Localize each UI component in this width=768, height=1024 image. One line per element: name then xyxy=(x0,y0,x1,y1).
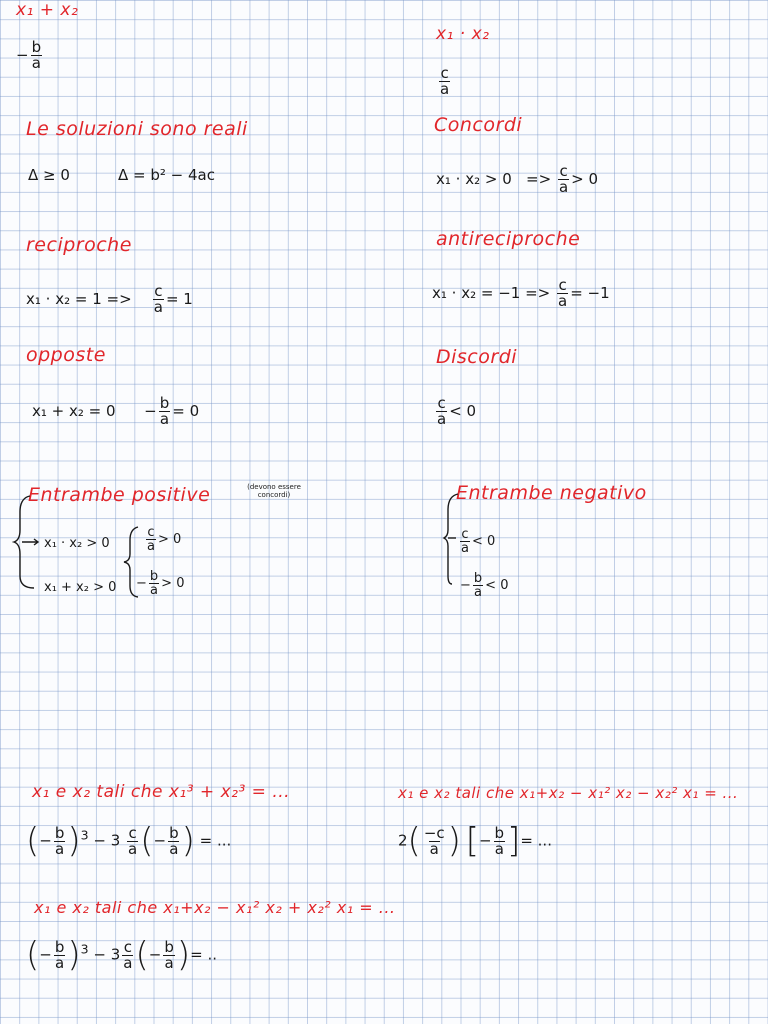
product-formula xyxy=(437,66,452,97)
relation: > 0 xyxy=(571,170,599,188)
relation: = 0 xyxy=(172,402,200,420)
frac-den: a xyxy=(437,410,447,428)
frac-num: −c xyxy=(423,823,445,842)
frac-num: b xyxy=(473,571,483,586)
note-line-2: concordi) xyxy=(257,490,291,499)
implies-arrow: => xyxy=(525,284,551,302)
minus-sign: − xyxy=(16,46,29,64)
antireciproche-formula xyxy=(432,278,610,309)
frac-num: c xyxy=(440,64,449,82)
positive-sys-1 xyxy=(144,526,181,553)
heading-opposte: opposte xyxy=(26,344,106,366)
relation: = 1 xyxy=(165,290,193,308)
open-paren: ( xyxy=(140,821,154,861)
exponent: 3 xyxy=(80,941,89,957)
frac-num: b xyxy=(54,823,65,842)
frac-den: a xyxy=(558,292,568,310)
relation: = −1 xyxy=(570,284,610,302)
heading-positive: Entrambe positive xyxy=(28,484,211,506)
frac-den: a xyxy=(474,585,483,600)
minus-sign: − xyxy=(460,578,471,593)
close-paren: ) xyxy=(67,935,81,975)
frac-num: b xyxy=(54,937,65,956)
frac-den: a xyxy=(164,953,174,972)
heading-discordi: Discordi xyxy=(436,346,518,368)
antireciproche-expr: x₁ · x₂ = −1 xyxy=(432,284,521,302)
frac-den: a xyxy=(128,839,138,858)
open-paren: ( xyxy=(26,821,40,861)
example-3-formula: (− $\frac{b}{a}$ )$^3$ − 3 $\frac{c}{a}$ (− $\frac{b}{a}$ )= .. xyxy=(26,935,217,975)
frac-den: a xyxy=(558,178,569,196)
opposte-formula xyxy=(32,396,199,427)
delta-formula: Δ = b² − 4ac xyxy=(118,166,215,184)
positive-cond-2: x₁ + x₂ > 0 xyxy=(44,580,117,595)
minus-three: − 3 xyxy=(93,945,121,964)
close-paren: ) xyxy=(447,821,461,861)
relation: < 0 xyxy=(471,534,496,549)
open-paren: ( xyxy=(26,935,40,975)
frac-num: b xyxy=(149,569,159,584)
frac-den: a xyxy=(123,953,133,972)
close-paren: ) xyxy=(176,935,191,975)
heading-reali: Le soluzioni sono reali xyxy=(26,118,248,140)
frac-den: a xyxy=(147,539,155,554)
relation: < 0 xyxy=(485,578,509,593)
concordi-formula xyxy=(436,164,598,195)
frac-den: a xyxy=(169,839,179,858)
frac-num: c xyxy=(123,937,132,956)
heading-negative: Entrambe negativo xyxy=(456,482,647,504)
frac-den: a xyxy=(55,839,65,858)
positive-cond-1: x₁ · x₂ > 0 xyxy=(44,536,110,551)
positive-brace xyxy=(12,492,42,592)
positive-sys-2 xyxy=(136,570,184,597)
reciproche-formula xyxy=(26,284,193,315)
frac-den: a xyxy=(429,839,439,858)
frac-den: a xyxy=(153,298,163,316)
negative-cond-2 xyxy=(460,572,508,599)
frac-den: a xyxy=(31,54,41,72)
frac-num: c xyxy=(461,527,469,542)
heading-reciproche: reciproche xyxy=(26,234,132,256)
relation: > 0 xyxy=(161,576,185,591)
open-paren: ( xyxy=(135,935,149,975)
relation: > 0 xyxy=(157,532,182,547)
frac-num: b xyxy=(31,38,42,56)
frac-num: b xyxy=(164,937,174,956)
minus-three: − 3 xyxy=(93,831,121,850)
heading-example-3: x₁ e x₂ tali che x₁+x₂ − x₁² x₂ + x₂² x₁ = ... xyxy=(34,898,396,917)
open-bracket: [ xyxy=(465,821,479,861)
heading-example-1: x₁ e x₂ tali che x₁³ + x₂³ = ... xyxy=(32,782,291,802)
frac-num: c xyxy=(147,525,155,540)
example-1-formula: (− $\frac{b}{a}$ )$^3$ − 3 $\frac{c}{a}$ (− $\frac{b}{a}$ ) = ... xyxy=(26,821,232,861)
equals-dots: = .. xyxy=(190,945,217,964)
opposte-expr: x₁ + x₂ = 0 xyxy=(32,402,116,420)
relation: < 0 xyxy=(449,402,477,420)
sum-formula xyxy=(16,40,44,71)
frac-den: a xyxy=(159,410,170,428)
frac-num: b xyxy=(494,823,505,842)
positive-note xyxy=(242,484,306,499)
discordi-formula xyxy=(434,396,476,427)
reciproche-expr: x₁ · x₂ = 1 xyxy=(26,290,102,308)
minus-sign: − xyxy=(144,402,157,420)
frac-num: c xyxy=(558,276,567,294)
note-line-1: (devono essere xyxy=(247,483,301,491)
close-paren: ) xyxy=(67,821,81,861)
heading-concordi: Concordi xyxy=(434,114,523,136)
implies-arrow: => xyxy=(526,170,552,188)
close-paren: ) xyxy=(181,821,195,861)
exponent: 3 xyxy=(80,827,89,843)
frac-num: b xyxy=(159,394,170,412)
frac-den: a xyxy=(494,839,504,858)
equals-dots: = ... xyxy=(520,831,552,850)
implies-arrow: => xyxy=(106,290,132,308)
frac-den: a xyxy=(440,80,450,98)
frac-num: c xyxy=(437,394,446,412)
frac-num: c xyxy=(128,823,137,842)
concordi-expr: x₁ · x₂ > 0 xyxy=(436,170,512,188)
sum-title: x₁ + x₂ xyxy=(16,0,79,20)
minus-sign: − xyxy=(136,576,147,591)
frac-num: c xyxy=(559,162,568,180)
open-paren: ( xyxy=(407,821,421,861)
frac-num: b xyxy=(169,823,179,842)
heading-antireciproche: antireciproche xyxy=(436,228,581,250)
frac-den: a xyxy=(55,953,65,972)
coefficient: 2 xyxy=(398,831,408,850)
delta-condition: Δ ≥ 0 xyxy=(28,166,70,184)
frac-num: c xyxy=(154,282,163,300)
product-title: x₁ · x₂ xyxy=(436,24,490,44)
heading-example-2: x₁ e x₂ tali che x₁+x₂ − x₁² x₂ − x₂² x₁ = ... xyxy=(398,784,739,802)
example-2-formula: 2( $\frac{-c}{a}$ ) [− $\frac{b}{a}$ ]= ... xyxy=(398,821,552,861)
close-bracket: ] xyxy=(507,821,521,861)
frac-den: a xyxy=(461,541,469,556)
equals-dots: = ... xyxy=(199,831,232,850)
negative-cond-1 xyxy=(458,528,495,555)
frac-den: a xyxy=(150,583,159,598)
